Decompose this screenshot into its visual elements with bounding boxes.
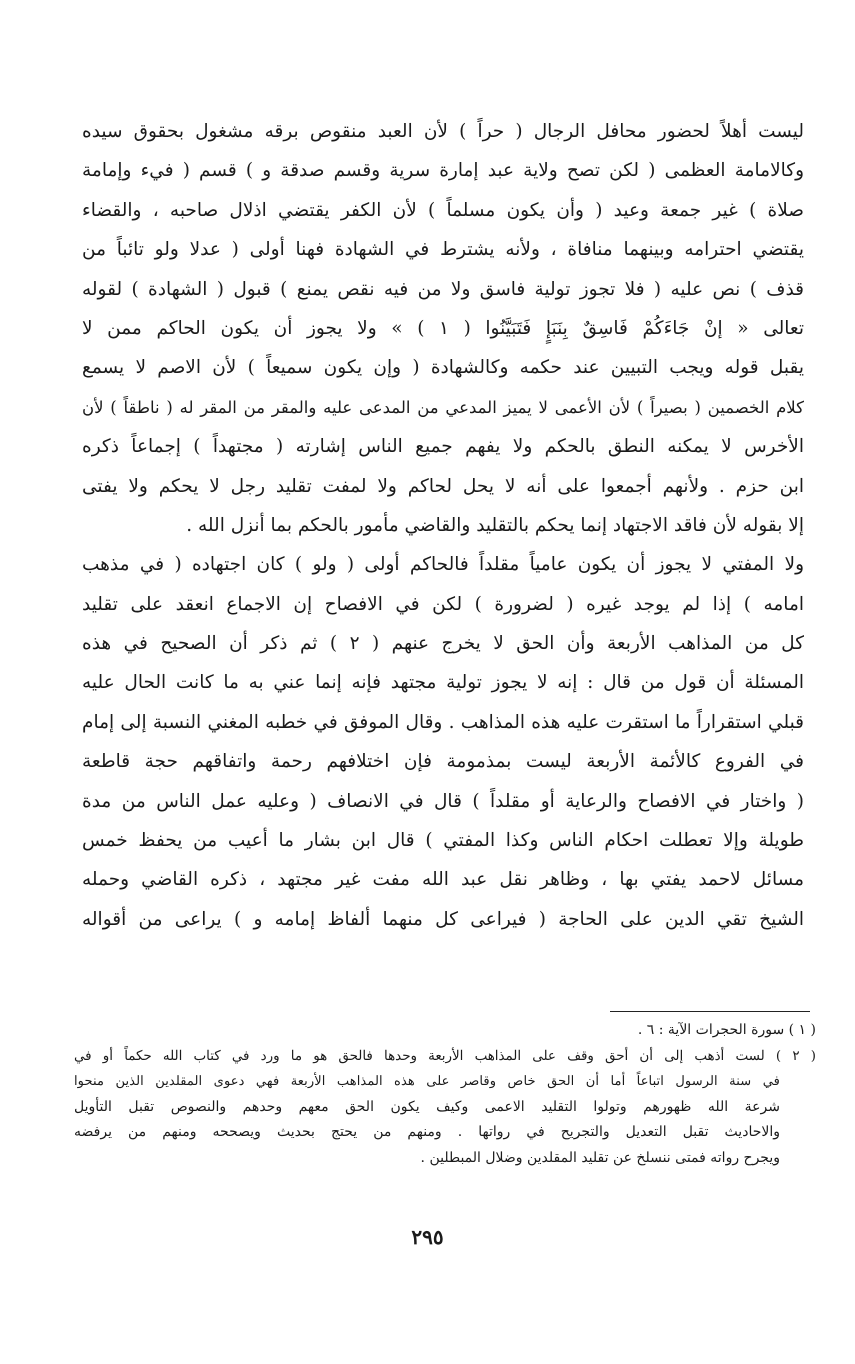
text-line: ( واختار في الافصاح والرعاية أو مقلداً ) قال في الانصاف ( وعليه عمل الناس من مدة [82, 790, 804, 812]
text-line: ولا المفتي لا يجوز أن يكون عامياً مقلداً فالحاكم أولى ( ولو ) كان اجتهاده ( في مذهب [82, 554, 804, 576]
footnote-line: في سنة الرسول اتباعاً أما أن الحق خاص وقاصر على هذه المذاهب الأربعة فهي دعوى المقلدين الذين منحوا [74, 1074, 780, 1089]
footnotes [74, 1018, 816, 1171]
text-line: صلاة ) غير جمعة وعيد ( وأن يكون مسلماً ) لأن الكفر يقتضي اذلال صاحبه ، والقضاء [82, 199, 804, 221]
footnote-line: ويجرح رواته فمتى ننسلخ عن تقليد المقلدين وضلال المبطلين . [420, 1149, 780, 1166]
main-text [82, 112, 804, 939]
text-line: كل من المذاهب الأربعة وأن الحق لا يخرج عنهم ( ٢ ) ثم ذكر أن الصحيح في هذه [82, 633, 804, 655]
text-line: إلا بقوله لأن فاقد الاجتهاد إنما يحكم بالتقليد والقاضي مأمور بالحكم بما أنزل الله . [186, 514, 804, 536]
footnote-line: ( ١ ) سورة الحجرات الآية : ٦ . [637, 1022, 816, 1038]
page-number: ٢٩٥ [411, 1225, 444, 1249]
text-line: يقتضي احترامه وبينهما منافاة ، ولأنه يشترط في الشهادة فهنا أولى ( عدلا ولو تائباً من [82, 239, 804, 261]
footnote-line: ( ٢ ) لست أذهب إلى أن أحق وقف على المذاهب الأربعة وحدها فالحق هو ما ورد في كتاب الله حكماً أو في [74, 1048, 816, 1064]
text-line: قبلي استقراراً ما استقرت عليه هذه المذاهب . وقال الموفق في خطبه المغني النسبة إلى إمام [82, 711, 804, 733]
text-line: في الفروع كالأئمة الأربعة ليست بمذمومة فإن اختلافهم رحمة واتفاقهم حجة قاطعة [82, 751, 804, 773]
footnote-divider [610, 1011, 810, 1012]
text-line: طويلة وإلا تعطلت احكام الناس وكذا المفتي ) قال ابن بشار ما أعيب من يحفظ خمس [82, 830, 804, 852]
footnote-line: شرعة الله ظهورهم وتولوا التقليد الاعمى وكيف يكون الحق معهم وحدهم والنصوص تقبل التأويل [74, 1098, 780, 1115]
text-line: مسائل لاحمد يفتي بها ، وظاهر نقل عبد الله مفت غير مجتهد ، ذكره القاضي وحمله [82, 869, 804, 891]
text-line: ابن حزم . ولأنهم أجمعوا على أنه لا يحل لحاكم ولا لمفت تقليد رجل لا يحكم ولا يفتى [82, 475, 804, 497]
text-line: كلام الخصمين ( بصيراً ) لأن الأعمى لا يميز المدعي من المدعى عليه والمقر من المقر له ( ناطقاً ) لأن [82, 397, 804, 417]
text-line: الأخرس لا يمكنه النطق بالحكم ولا يفهم جميع الناس إشارته ( مجتهداً ) إجماعاً ذكره [82, 436, 804, 458]
text-line: امامه ) إذا لم يوجد غيره ( لضرورة ) لكن في الافصاح إن الاجماع انعقد على تقليد [82, 593, 804, 615]
text-line: المسئلة أن قول من قال : إنه لا يجوز تولية مجتهد فإنه إنما عني به ما كانت الحال عليه [82, 672, 804, 694]
text-line: يقبل قوله ويجب التبيين عند حكمه وكالشهادة ( وإن يكون سميعاً ) لأن الاصم لا يسمع [82, 357, 804, 379]
text-line: وكالامامة العظمى ( لكن تصح ولاية عبد إمارة سرية وقسم صدقة و ) قسم ( فيء وإمامة [82, 160, 804, 182]
footnote-line: والاحاديث تقبل التعديل والتجريح في رواتها . ومنهم من يحتج بحديث ويصححه ومنهم من يرفضه [74, 1124, 780, 1140]
text-line: قذف ) نص عليه ( فلا تجوز تولية فاسق ولا من فيه نقص يمنع ) قبول ( الشهادة ) لقوله [82, 278, 804, 300]
text-line: ليست أهلاً لحضور محافل الرجال ( حراً ) لأن العبد منقوص برقه مشغول بحقوق سيده [82, 121, 804, 142]
text-line: تعالى « إنْ جَاءَكُمْ فَاسِقٌ بِنَبَإٍ فَتَبَيَّنُوا ( ١ ) » ولا يجوز أن يكون الحاكم ممن لا [82, 317, 804, 339]
text-line: الشيخ تقي الدين على الحاجة ( فيراعى كل منهما ألفاظ إمامه و ) يراعى من أقواله [82, 908, 804, 930]
